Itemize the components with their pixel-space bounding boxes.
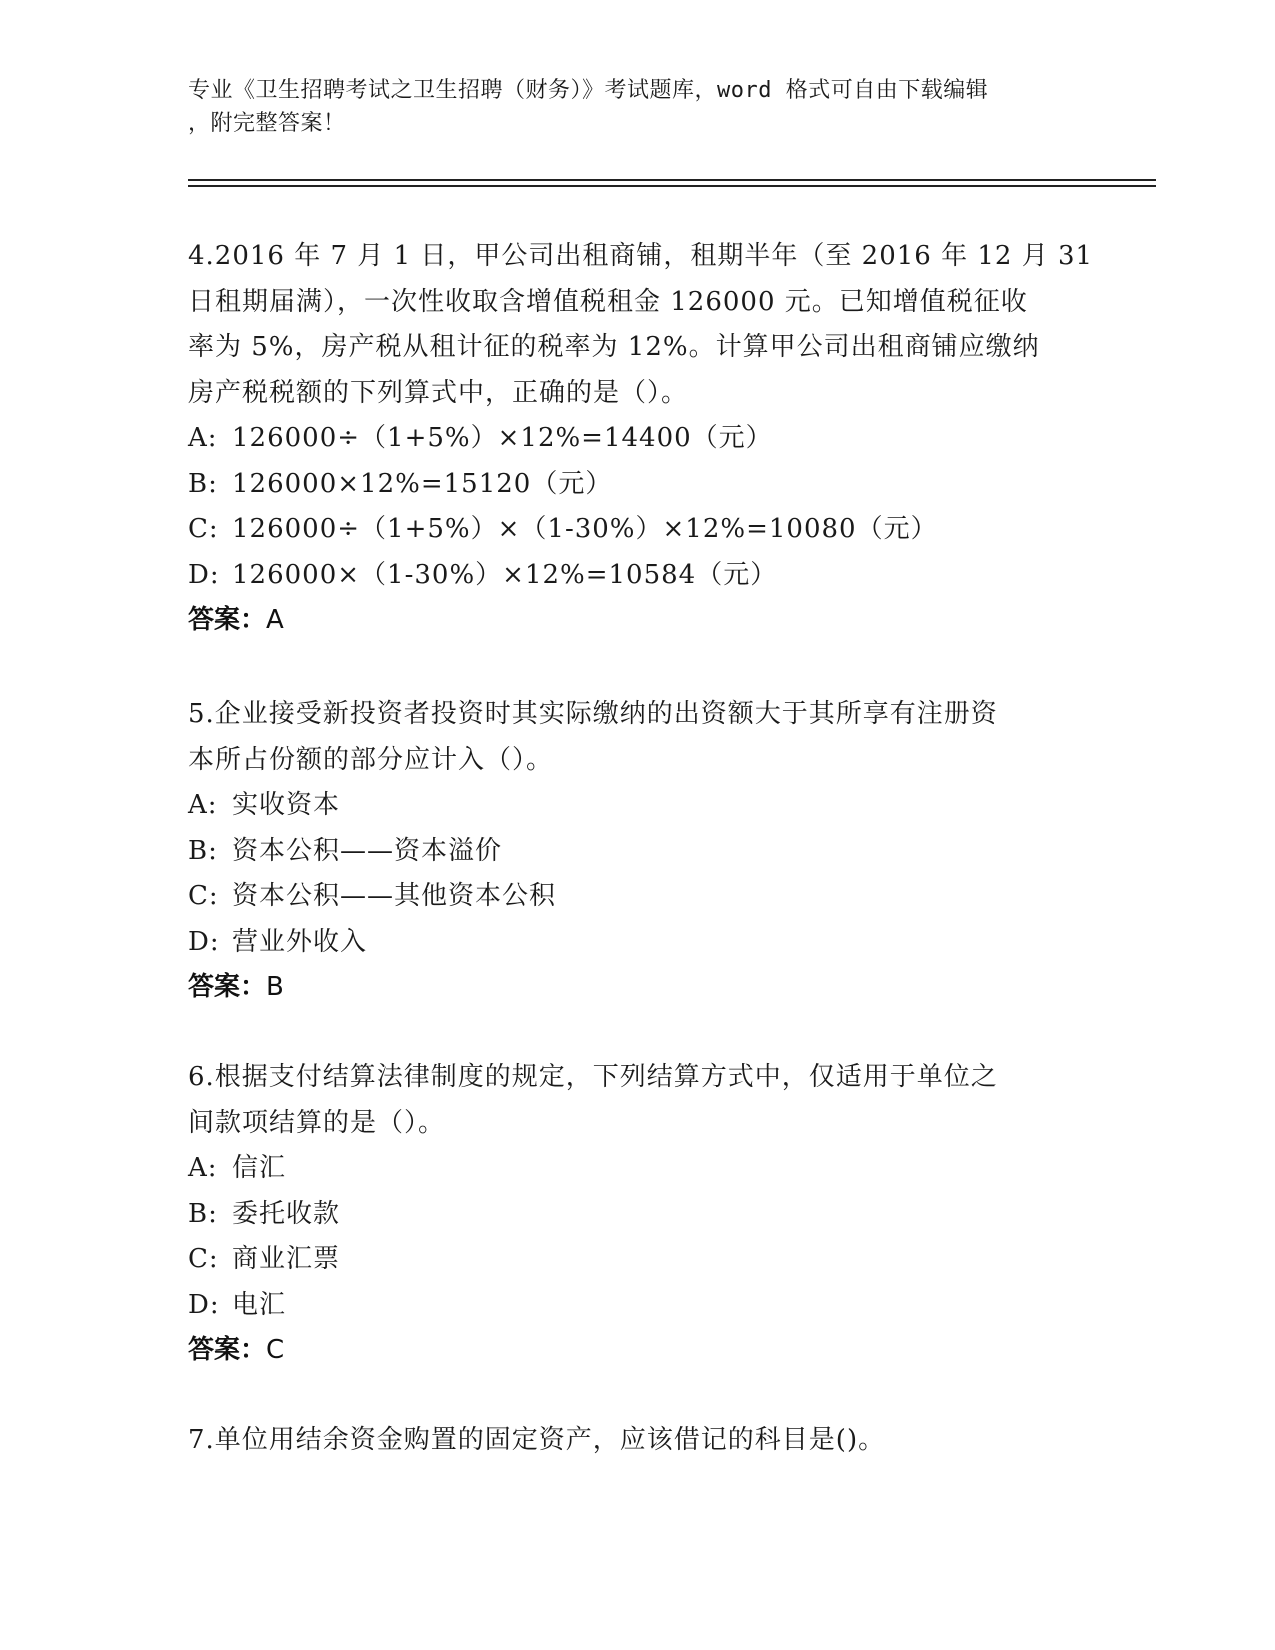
answer-label: 答案：	[188, 605, 267, 635]
option-a	[188, 1146, 1088, 1192]
option-d	[188, 1283, 1088, 1329]
question-stem	[188, 1418, 1088, 1464]
answer-value: B	[266, 972, 284, 1002]
answer-label: 答案：	[188, 972, 267, 1002]
stem-line: 5.企业接受新投资者投资时其实际缴纳的出资额大于其所享有注册资	[188, 699, 998, 729]
option-text: 126000×12%=15120（元）	[232, 468, 613, 499]
question-5	[188, 692, 1088, 1011]
answer-line	[188, 965, 1088, 1011]
option-text: 资本公积——其他资本公积	[232, 881, 557, 911]
option-text: 商业汇票	[232, 1244, 341, 1274]
stem-line: 间款项结算的是（）。	[188, 1107, 446, 1138]
option-a	[188, 783, 1088, 829]
option-text: 126000÷（1+5%）×（1-30%）×12%=10080（元）	[232, 514, 938, 544]
option-letter: D:	[188, 1289, 220, 1320]
question-4	[188, 234, 1094, 644]
stem-line: 6.根据支付结算法律制度的规定，下列结算方式中，仅适用于单位之	[188, 1062, 998, 1092]
option-text: 126000÷（1+5%）×12%=14400（元）	[232, 423, 773, 453]
stem-line: 本所占份额的部分应计入（）。	[188, 744, 554, 775]
header-divider-bottom	[188, 185, 1156, 187]
question-7	[188, 1418, 1088, 1464]
option-letter: C:	[188, 1244, 219, 1274]
option-text: 信汇	[232, 1153, 287, 1183]
header-line-1: 专业《卫生招聘考试之卫生招聘（财务）》考试题库，word 格式可自由下载编辑	[188, 78, 989, 103]
option-letter: B:	[188, 1198, 218, 1229]
option-d	[188, 553, 1088, 599]
option-d	[188, 920, 1088, 966]
question-stem	[188, 234, 1094, 416]
stem-line: 7.单位用结余资金购置的固定资产，应该借记的科目是()。	[188, 1425, 886, 1455]
option-text: 委托收款	[232, 1198, 341, 1229]
document-header	[188, 74, 1088, 140]
option-letter: B:	[188, 468, 218, 499]
option-text: 资本公积——资本溢价	[232, 835, 503, 866]
option-letter: C:	[188, 514, 219, 544]
answer-value: A	[266, 605, 284, 635]
header-divider-top	[188, 179, 1156, 181]
stem-line: 4.2016 年 7 月 1 日，甲公司出租商铺，租期半年（至 2016 年 12 月 31	[188, 241, 1094, 271]
option-text: 126000×（1-30%）×12%=10584（元）	[232, 559, 778, 590]
answer-value: C	[266, 1335, 285, 1365]
answer-line	[188, 598, 1088, 644]
option-letter: C:	[188, 881, 219, 911]
header-line-2: ，附完整答案！	[188, 111, 346, 136]
option-text: 营业外收入	[232, 926, 368, 957]
stem-line: 率为 5%，房产税从租计征的税率为 12%。计算甲公司出租商铺应缴纳	[188, 332, 1040, 362]
option-c	[188, 874, 1088, 920]
option-c	[188, 507, 1088, 553]
question-6	[188, 1055, 1088, 1374]
option-b	[188, 1192, 1088, 1238]
option-letter: D:	[188, 559, 220, 590]
question-stem	[188, 692, 1088, 783]
question-stem	[188, 1055, 1088, 1146]
option-letter: A:	[188, 423, 218, 453]
option-b	[188, 462, 1088, 508]
answer-line	[188, 1328, 1088, 1374]
option-letter: A:	[188, 790, 218, 820]
option-c	[188, 1237, 1088, 1283]
option-b	[188, 829, 1088, 875]
option-text: 实收资本	[232, 790, 341, 820]
option-letter: D:	[188, 926, 220, 957]
stem-line: 房产税税额的下列算式中，正确的是（）。	[188, 377, 689, 408]
option-a	[188, 416, 1088, 462]
option-text: 电汇	[232, 1289, 287, 1320]
option-letter: A:	[188, 1153, 218, 1183]
option-letter: B:	[188, 835, 218, 866]
answer-label: 答案：	[188, 1335, 267, 1365]
stem-line: 日租期届满），一次性收取含增值税租金 126000 元。已知增值税征收	[188, 286, 1028, 317]
